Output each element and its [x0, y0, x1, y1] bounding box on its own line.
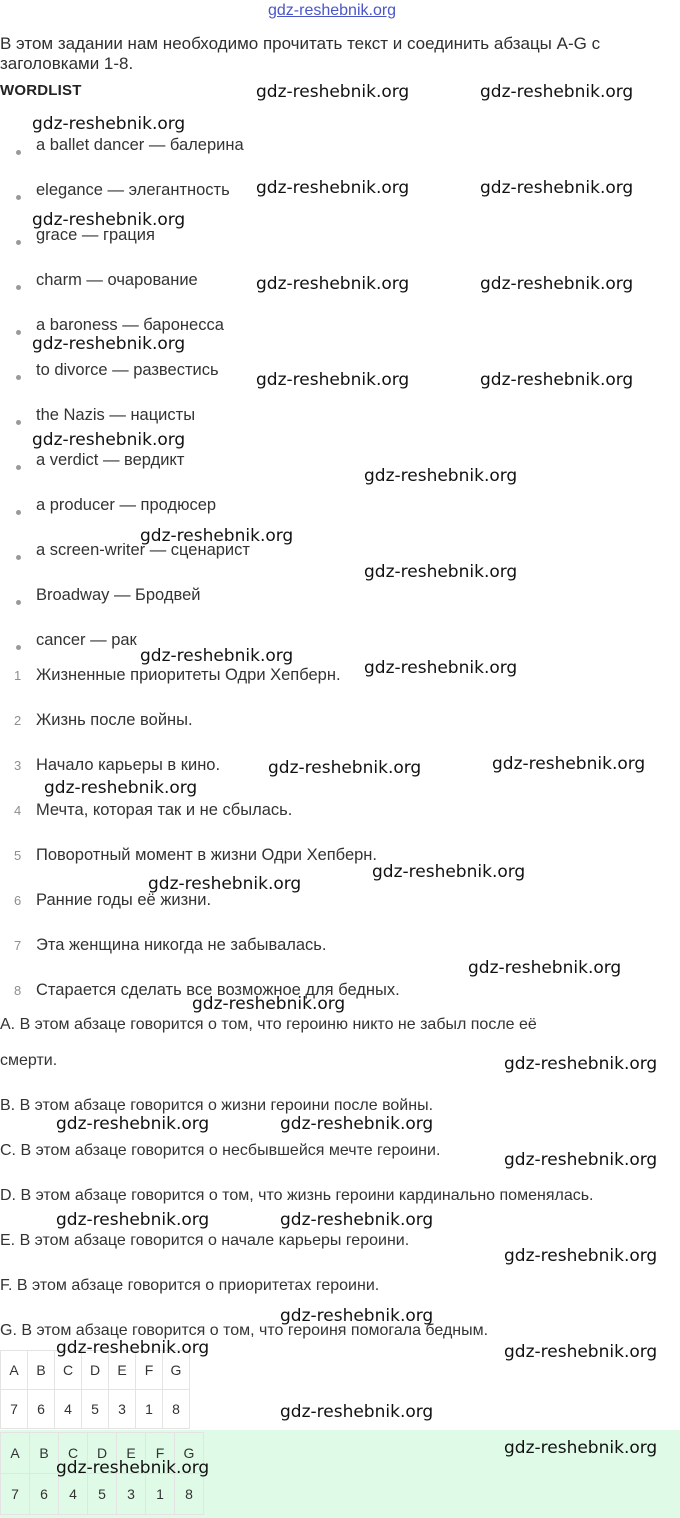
watermark: gdz-reshebnik.org [268, 758, 422, 778]
answer-e: E. В этом абзаце говорится о начале карьеры героини. [0, 1232, 410, 1249]
wordlist-item: cancer — рак [36, 631, 137, 649]
wordlist-item: elegance — элегантность [36, 181, 230, 199]
table-cell: C [59, 1433, 88, 1474]
title-number: 6 [14, 893, 22, 908]
answer-f: F. В этом абзаце говорится о приоритетах героини. [0, 1277, 380, 1294]
table-cell: 4 [55, 1390, 82, 1429]
bullet-icon [16, 195, 21, 200]
watermark: gdz-reshebnik.org [504, 1246, 658, 1266]
table-cell: D [82, 1351, 109, 1390]
table-cell: 5 [88, 1474, 117, 1515]
table-cell: C [55, 1351, 82, 1390]
bullet-icon [16, 465, 21, 470]
table-row [1, 1390, 190, 1429]
watermark: gdz-reshebnik.org [256, 82, 410, 102]
table-cell: 5 [82, 1390, 109, 1429]
watermark: gdz-reshebnik.org [480, 82, 634, 102]
table-cell: A [1, 1433, 30, 1474]
watermark: gdz-reshebnik.org [504, 1438, 658, 1458]
title-number: 7 [14, 938, 22, 953]
table-cell: 8 [175, 1474, 204, 1515]
watermark: gdz-reshebnik.org [480, 274, 634, 294]
watermark: gdz-reshebnik.org [56, 1210, 210, 1230]
bullet-icon [16, 330, 21, 335]
wordlist-item: the Nazis — нацисты [36, 406, 196, 424]
watermark: gdz-reshebnik.org [192, 994, 346, 1014]
wordlist-item: a screen-writer — сценарист [36, 541, 250, 559]
watermark: gdz-reshebnik.org [280, 1114, 434, 1134]
wordlist-item: a ballet dancer — балерина [36, 136, 244, 154]
task-intro: В этом задании нам необходимо прочитать текст и соединить абзацы A-G с [0, 34, 601, 53]
table-cell: A [1, 1351, 28, 1390]
title-item: Ранние годы её жизни. [36, 891, 212, 909]
task-intro-cut-text: заголовками 1-8. [0, 54, 134, 73]
title-item: Старается сделать все возможное для бедных. [36, 981, 400, 999]
watermark: gdz-reshebnik.org [280, 1402, 434, 1422]
watermark: gdz-reshebnik.org [56, 1458, 210, 1478]
answer-a-line2: смерти. [0, 1052, 58, 1069]
table-cell: B [30, 1433, 59, 1474]
table-cell: 3 [109, 1390, 136, 1429]
watermark: gdz-reshebnik.org [504, 1342, 658, 1362]
bullet-icon [16, 510, 21, 515]
wordlist-heading: WORDLIST [0, 82, 82, 99]
table-cell: 4 [59, 1474, 88, 1515]
watermark: gdz-reshebnik.org [56, 1338, 210, 1358]
title-number: 5 [14, 848, 22, 863]
wordlist-item: to divorce — развестись [36, 361, 219, 379]
watermark: gdz-reshebnik.org [32, 114, 186, 134]
watermark: gdz-reshebnik.org [280, 1210, 434, 1230]
task-intro-cut-line [0, 54, 150, 73]
watermark: gdz-reshebnik.org [140, 646, 294, 666]
title-number: 1 [14, 668, 22, 683]
table-cell: 6 [30, 1474, 59, 1515]
table-cell: 1 [136, 1390, 163, 1429]
table-cell: G [163, 1351, 190, 1390]
watermark: gdz-reshebnik.org [372, 862, 526, 882]
wordlist-item: a producer — продюсер [36, 496, 217, 514]
table-cell: 1 [146, 1474, 175, 1515]
table-cell: F [146, 1433, 175, 1474]
bullet-icon [16, 600, 21, 605]
answer-b: B. В этом абзаце говорится о жизни героини после войны. [0, 1097, 434, 1114]
watermark: gdz-reshebnik.org [256, 370, 410, 390]
watermark: gdz-reshebnik.org [364, 562, 518, 582]
watermark: gdz-reshebnik.org [280, 1306, 434, 1326]
title-number: 3 [14, 758, 22, 773]
table-cell: 7 [1, 1390, 28, 1429]
answer-c: C. В этом абзаце говорится о несбывшейся мечте героини. [0, 1142, 441, 1159]
bullet-icon [16, 150, 21, 155]
table-cell: D [88, 1433, 117, 1474]
table-cell: E [109, 1351, 136, 1390]
watermark: gdz-reshebnik.org [44, 778, 198, 798]
table-cell: 8 [163, 1390, 190, 1429]
table-cell: 6 [28, 1390, 55, 1429]
wordlist-item: charm — очарование [36, 271, 198, 289]
bullet-icon [16, 420, 21, 425]
site-title-link[interactable]: gdz-reshebnik.org [268, 2, 397, 19]
wordlist-item: a baroness — баронесса [36, 316, 224, 334]
table-row [1, 1474, 204, 1515]
title-item: Жизнь после войны. [36, 711, 193, 729]
watermark: gdz-reshebnik.org [148, 874, 302, 894]
answer-d: D. В этом абзаце говорится о том, что жизнь героини кардинально поменялась. [0, 1187, 594, 1204]
wordlist-item: a verdict — вердикт [36, 451, 185, 469]
watermark: gdz-reshebnik.org [364, 466, 518, 486]
title-item: Жизненные приоритеты Одри Хепберн. [36, 666, 341, 684]
table-cell: 3 [117, 1474, 146, 1515]
watermark: gdz-reshebnik.org [504, 1150, 658, 1170]
title-number: 2 [14, 713, 22, 728]
watermark: gdz-reshebnik.org [364, 658, 518, 678]
table-cell: F [136, 1351, 163, 1390]
title-number: 8 [14, 983, 22, 998]
watermark: gdz-reshebnik.org [140, 526, 294, 546]
watermark: gdz-reshebnik.org [504, 1054, 658, 1074]
watermark: gdz-reshebnik.org [480, 370, 634, 390]
wordlist-item: Broadway — Бродвей [36, 586, 201, 604]
watermark: gdz-reshebnik.org [32, 430, 186, 450]
watermark: gdz-reshebnik.org [468, 958, 622, 978]
watermark: gdz-reshebnik.org [256, 274, 410, 294]
table-cell: 7 [1, 1474, 30, 1515]
watermark: gdz-reshebnik.org [492, 754, 646, 774]
watermark: gdz-reshebnik.org [256, 178, 410, 198]
title-item: Мечта, которая так и не сбылась. [36, 801, 293, 819]
title-item: Эта женщина никогда не забывалась. [36, 936, 327, 954]
bullet-icon [16, 240, 21, 245]
title-item: Поворотный момент в жизни Одри Хепберн. [36, 846, 377, 864]
bullet-icon [16, 285, 21, 290]
title-number: 4 [14, 803, 22, 818]
table-cell: G [175, 1433, 204, 1474]
bullet-icon [16, 555, 21, 560]
watermark: gdz-reshebnik.org [32, 210, 186, 230]
table-cell: E [117, 1433, 146, 1474]
title-item: Начало карьеры в кино. [36, 756, 221, 774]
answer-a-line1: A. В этом абзаце говорится о том, что героиню никто не забыл после её [0, 1016, 537, 1033]
answer-g: G. В этом абзаце говорится о том, что героиня помогала бедным. [0, 1322, 489, 1339]
wordlist-item: grace — грация [36, 226, 155, 244]
table-cell: B [28, 1351, 55, 1390]
answer-table [0, 1350, 190, 1429]
watermark: gdz-reshebnik.org [32, 334, 186, 354]
watermark: gdz-reshebnik.org [480, 178, 634, 198]
bullet-icon [16, 375, 21, 380]
watermark: gdz-reshebnik.org [56, 1114, 210, 1134]
bullet-icon [16, 645, 21, 650]
